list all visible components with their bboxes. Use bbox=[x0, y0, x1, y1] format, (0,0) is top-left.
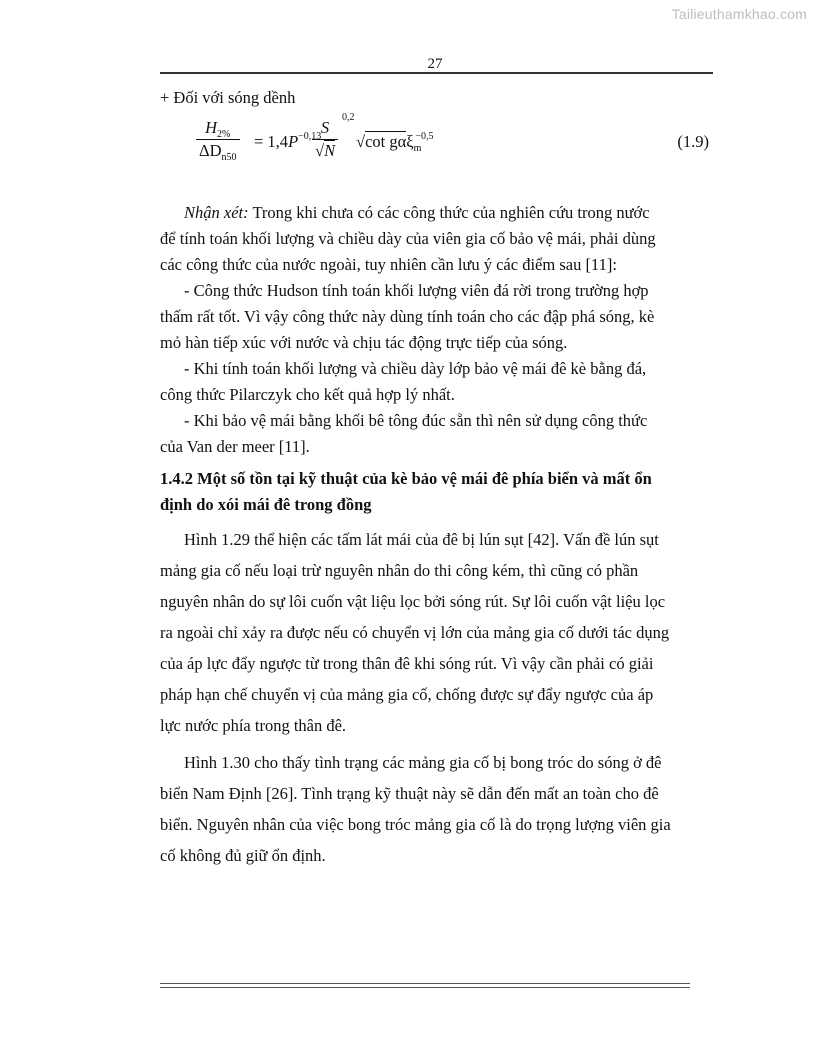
formula-P: P bbox=[288, 132, 299, 151]
paragraph-line: biển Nam Định [26]. Tình trạng kỹ thuật này sẽ dẫn đến mất an toàn cho đê bbox=[160, 784, 659, 803]
remark-paragraph bbox=[160, 200, 711, 460]
paragraph-hinh-1-29 bbox=[160, 524, 711, 741]
intro-line: + Đối với sóng dềnh bbox=[160, 88, 296, 107]
paragraph-line: của áp lực đẩy ngược từ trong thân đê khi sóng rút. Vì vậy cần phải có giải bbox=[160, 654, 654, 673]
formula-lhs-fraction bbox=[196, 118, 240, 161]
formula-P-exp: −0,13 bbox=[298, 131, 322, 142]
formula-outer-exp: 0,2 bbox=[342, 112, 355, 123]
formula-xi: ξ bbox=[406, 132, 414, 151]
formula-xi-sub: m bbox=[413, 143, 422, 154]
paragraph-hinh-1-30 bbox=[160, 747, 711, 871]
header-rule bbox=[160, 72, 713, 74]
lhs-numerator: H bbox=[205, 118, 218, 137]
formula-1-9 bbox=[160, 112, 711, 192]
remark-line: - Khi bảo vệ mái bằng khối bê tông đúc sẵn thì nên sử dụng công thức bbox=[184, 411, 648, 430]
remark-line: các công thức của nước ngoài, tuy nhiên cần lưu ý các điểm sau [11]: bbox=[160, 255, 617, 274]
page-number: 27 bbox=[427, 56, 443, 72]
section-heading-line: định do xói mái đê trong đồng bbox=[160, 495, 372, 514]
formula-sqrt-content: cot gα bbox=[365, 132, 407, 151]
remark-line: - Khi tính toán khối lượng và chiều dày lớp bảo vệ mái đê kè bằng đá, bbox=[184, 359, 647, 378]
formula-xi-exp: −0,5 bbox=[415, 131, 434, 142]
paragraph-line: cố không đủ giữ ổn định. bbox=[160, 846, 326, 865]
remark-line: để tính toán khối lượng và chiều dày của viên gia cố bảo vệ mái, phải dùng bbox=[160, 229, 656, 248]
paragraph-line: lực nước phía trong thân đê. bbox=[160, 716, 347, 735]
lhs-numerator-sub: 2% bbox=[217, 129, 231, 140]
footer-rule bbox=[160, 983, 690, 984]
remark-label: Nhận xét: bbox=[184, 203, 249, 222]
formula-N: N bbox=[324, 141, 336, 160]
paragraph-line: ra ngoài chỉ xảy ra được nếu có chuyển vị lớn của mảng gia cố dưới tác dụng bbox=[160, 623, 670, 642]
paragraph-line: nguyên nhân do sự lôi cuốn vật liệu lọc bởi sóng rút. Sự lôi cuốn vật liệu lọc bbox=[160, 592, 666, 611]
section-heading bbox=[160, 466, 711, 518]
formula-S: S bbox=[320, 118, 330, 137]
remark-line: - Công thức Hudson tính toán khối lượng viên đá rời trong trường hợp bbox=[184, 281, 649, 300]
paragraph-line: biển. Nguyên nhân của việc bong tróc mảng gia cố là do trọng lượng viên gia bbox=[160, 815, 671, 834]
lhs-denominator: ΔD bbox=[199, 141, 222, 160]
watermark: Tailieuthamkhao.com bbox=[671, 6, 807, 22]
remark-line: của Van der meer [11]. bbox=[160, 437, 310, 456]
formula-sqrt-group: √cot gαξ$_m^{-0,5}$ bbox=[356, 131, 434, 154]
lhs-denominator-sub: n50 bbox=[221, 152, 237, 163]
paragraph-line: mảng gia cố nếu loại trừ nguyên nhân do thi công kém, thì cũng có phần bbox=[160, 561, 639, 580]
formula-S-fraction: S √N bbox=[312, 118, 338, 161]
equation-number: (1.9) bbox=[677, 132, 709, 151]
footer-rule bbox=[160, 987, 690, 988]
remark-line: thấm rất tốt. Vì vậy công thức này dùng tính toán cho các đập phá sóng, kè bbox=[160, 307, 655, 326]
section-heading-line: 1.4.2 Một số tồn tại kỹ thuật của kè bảo vệ mái đê phía biển và mất ổn bbox=[160, 469, 652, 488]
formula-coef: = 1,4 bbox=[254, 132, 289, 151]
remark-line: Trong khi chưa có các công thức của nghiên cứu trong nước bbox=[252, 203, 650, 222]
remark-line: công thức Pilarczyk cho kết quả hợp lý nhất. bbox=[160, 385, 455, 404]
paragraph-line: pháp hạn chế chuyển vị của mảng gia cố, chống được sự đẩy ngược của áp bbox=[160, 685, 654, 704]
paragraph-line: Hình 1.29 thể hiện các tấm lát mái của đê bị lún sụt [42]. Vấn đề lún sụt bbox=[184, 530, 659, 549]
paragraph-line: Hình 1.30 cho thấy tình trạng các mảng gia cố bị bong tróc do sóng ở đê bbox=[184, 753, 662, 772]
remark-line: mỏ hàn tiếp xúc với nước và chịu tác động trực tiếp của sóng. bbox=[160, 333, 568, 352]
page-body bbox=[160, 88, 711, 871]
